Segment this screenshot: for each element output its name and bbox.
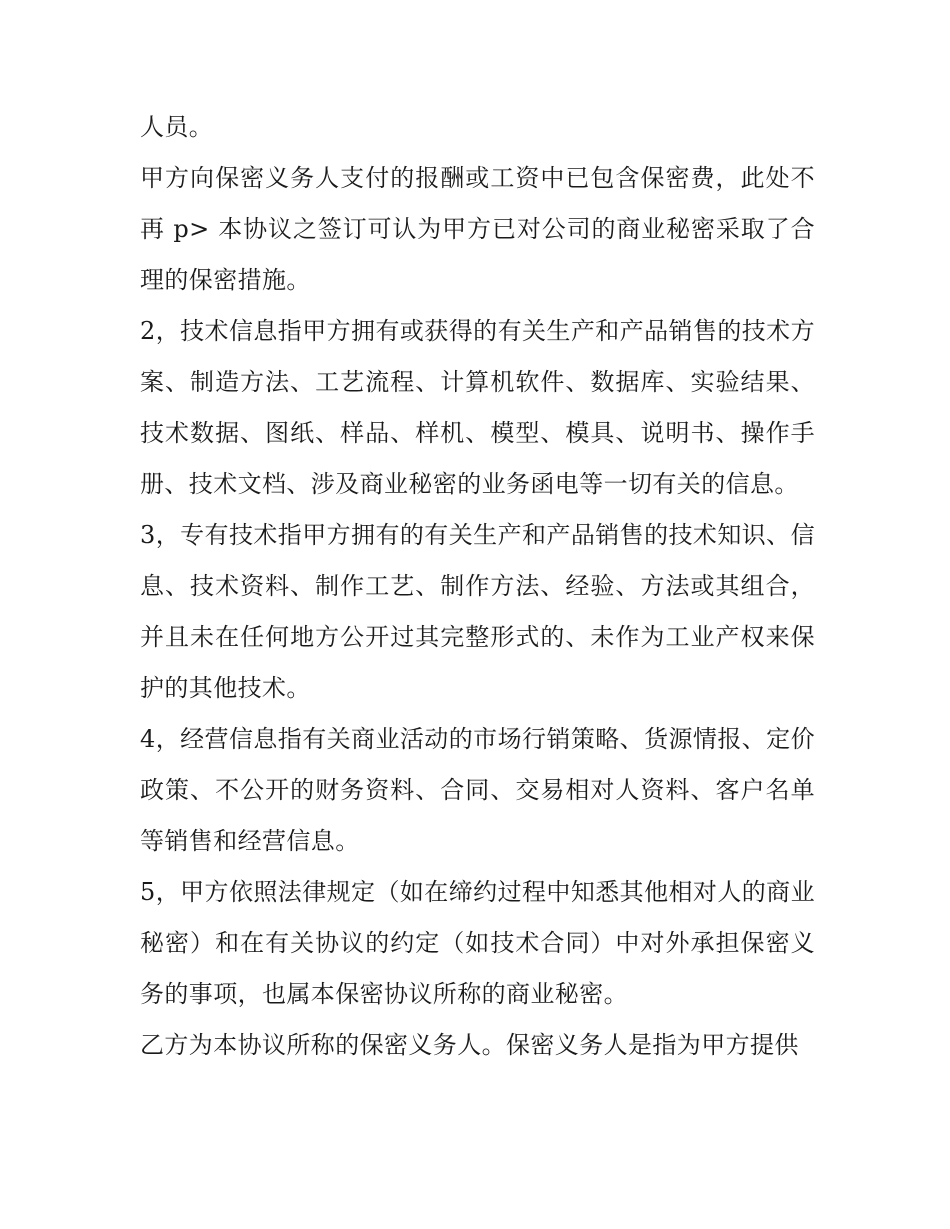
paragraph-confidentiality-fee: 甲方向保密义务人支付的报酬或工资中已包含保密费，此处不再 p> 本协议之签订可认为甲方已对公司的商业秘密采取了合理的保密措施。 — [140, 164, 815, 294]
paragraph-personnel: 人员。 — [140, 113, 214, 141]
paragraph-legal-obligations: 5，甲方依照法律规定（如在缔约过程中知悉其他相对人的商业秘密）和在有关协议的约定（如技术合同）中对外承担保密义务的事项，也属本保密协议所称的商业秘密。 — [140, 878, 815, 1008]
paragraph-party-b-obligor: 乙方为本协议所称的保密义务人。保密义务人是指为甲方提供 — [140, 1031, 799, 1059]
paragraph-proprietary-technology: 3，专有技术指甲方拥有的有关生产和产品销售的技术知识、信息、技术资料、制作工艺、制作方法、经验、方法或其组合，并且未在任何地方公开过其完整形式的、未作为工业产权来保护的其他技术。 — [140, 521, 815, 702]
document-page — [140, 102, 815, 1071]
paragraph-technical-information: 2，技术信息指甲方拥有或获得的有关生产和产品销售的技术方案、制造方法、工艺流程、计算机软件、数据库、实验结果、技术数据、图纸、样品、样机、模型、模具、说明书、操作手册、技术文档、涉及商业秘密的业务函电等一切有关的信息。 — [140, 317, 815, 498]
paragraph-business-information: 4，经营信息指有关商业活动的市场行销策略、货源情报、定价政策、不公开的财务资料、合同、交易相对人资料、客户名单等销售和经营信息。 — [140, 725, 815, 855]
